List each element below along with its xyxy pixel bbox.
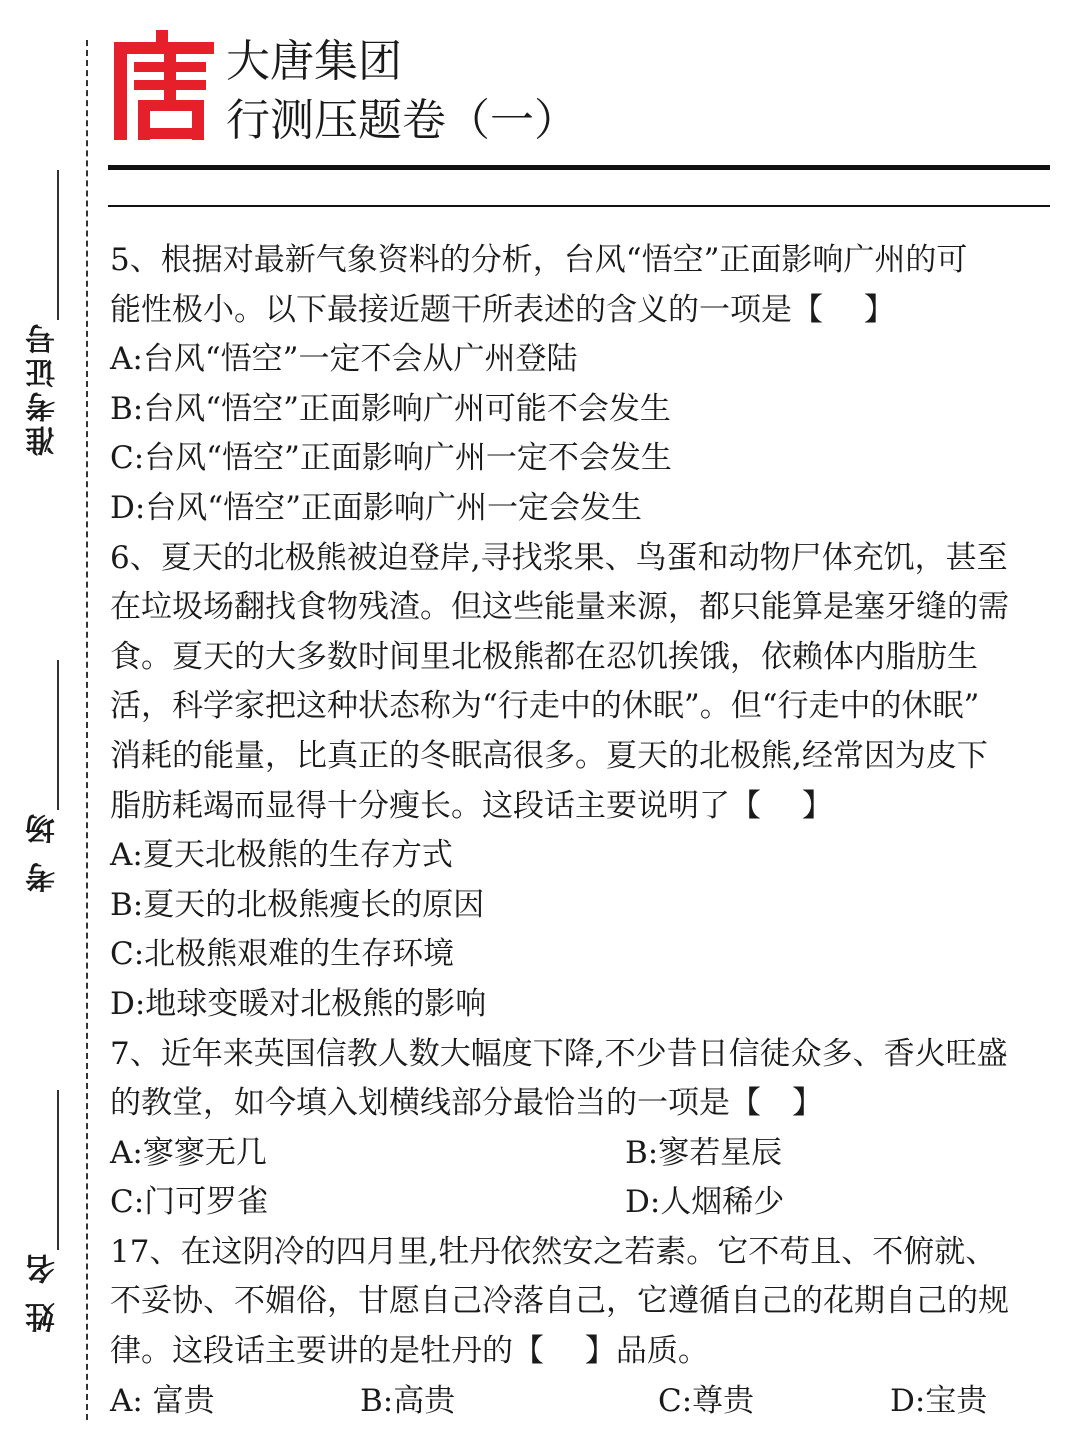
option-d: D:台风“悟空”正面影响广州一定会发生 xyxy=(110,489,642,526)
question-17 xyxy=(110,1228,1055,1426)
option-d: D:人烟稀少 xyxy=(625,1184,785,1221)
option-row xyxy=(110,1129,1055,1179)
name-underline xyxy=(57,1090,59,1250)
option-b: B:寥若星辰 xyxy=(625,1134,783,1171)
question-stem-line: 6、夏天的北极熊被迫登岸,寻找浆果、鸟蛋和动物尸体充饥，甚至 xyxy=(110,539,1008,576)
exam-number-label: 准考证号 xyxy=(26,320,61,456)
option-c: C:尊贵 xyxy=(658,1382,755,1419)
option-b: B:高贵 xyxy=(360,1382,456,1419)
exam-room-label: 考 场 xyxy=(26,810,61,893)
question-list xyxy=(110,236,1055,1426)
option-a: A:台风“悟空”一定不会从广州登陆 xyxy=(110,341,578,378)
name-field xyxy=(24,1090,64,1332)
exam-room-underline xyxy=(57,660,59,810)
header-rule-thick xyxy=(108,165,1050,170)
question-stem-line: 7、近年来英国信教人数大幅度下降,不少昔日信徒众多、香火旺盛 xyxy=(110,1035,1008,1072)
question-stem-line: 的教堂，如今填入划横线部分最恰当的一项是【 】 xyxy=(110,1085,823,1122)
option-row xyxy=(110,1178,1055,1228)
question-stem-line: 脂肪耗竭而显得十分瘦长。这段话主要说明了【 】 xyxy=(110,787,833,824)
datang-logo xyxy=(108,28,218,143)
option-a: A:夏天北极熊的生存方式 xyxy=(110,837,453,874)
option-a: A:寥寥无几 xyxy=(110,1134,267,1171)
question-stem-line: 律。这段话主要讲的是牡丹的【 】品质。 xyxy=(110,1333,709,1370)
question-stem-line: 食。夏天的大多数时间里北极熊都在忍饥挨饿，依赖体内脂肪生 xyxy=(110,638,978,675)
question-stem-line: 消耗的能量，比真正的冬眠高很多。夏天的北极熊,经常因为皮下 xyxy=(110,737,988,774)
option-c: C:北极熊艰难的生存环境 xyxy=(110,936,455,973)
option-d: D:地球变暖对北极熊的影响 xyxy=(110,985,487,1022)
company-name: 大唐集团 xyxy=(226,36,402,87)
option-d: D:宝贵 xyxy=(890,1382,988,1419)
question-7 xyxy=(110,1030,1055,1228)
question-5 xyxy=(110,236,1055,534)
header-titles xyxy=(226,34,578,152)
question-stem-line: 在垃圾场翻找食物残渣。但这些能量来源，都只能算是塞牙缝的需 xyxy=(110,589,1009,626)
cut-line xyxy=(86,40,88,1420)
header xyxy=(108,28,1050,208)
option-c: C:门可罗雀 xyxy=(110,1184,269,1221)
header-rule-thin xyxy=(108,205,1050,207)
question-stem-line: 5、根据对最新气象资料的分析，台风“悟空”正面影响广州的可 xyxy=(110,242,968,278)
exam-room-field xyxy=(24,660,64,892)
option-row xyxy=(110,1377,1055,1427)
option-b: B:夏天的北极熊瘦长的原因 xyxy=(110,886,485,923)
question-stem-line: 不妥协、不媚俗，甘愿自己冷落自己，它遵循自己的花期自己的规 xyxy=(110,1283,1009,1320)
name-label: 姓 名 xyxy=(26,1250,61,1333)
option-b: B:台风“悟空”正面影响广州可能不会发生 xyxy=(110,390,671,427)
binding-margin xyxy=(0,0,100,1443)
question-stem-line: 能性极小。以下最接近题干所表述的含义的一项是【 】 xyxy=(110,291,895,328)
question-stem-line: 17、在这阴冷的四月里,牡丹依然安之若素。它不苟且、不俯就、 xyxy=(110,1233,997,1270)
option-a: A: 富贵 xyxy=(110,1382,215,1419)
question-stem-line: 活，科学家把这种状态称为“行走中的休眠”。但“行走中的休眠” xyxy=(110,688,980,725)
option-c: C:台风“悟空”正面影响广州一定不会发生 xyxy=(110,440,672,477)
exam-number-underline xyxy=(57,170,59,320)
paper-title: 行测压题卷（一） xyxy=(226,95,578,146)
question-6 xyxy=(110,534,1055,1030)
exam-number-field xyxy=(24,170,64,456)
